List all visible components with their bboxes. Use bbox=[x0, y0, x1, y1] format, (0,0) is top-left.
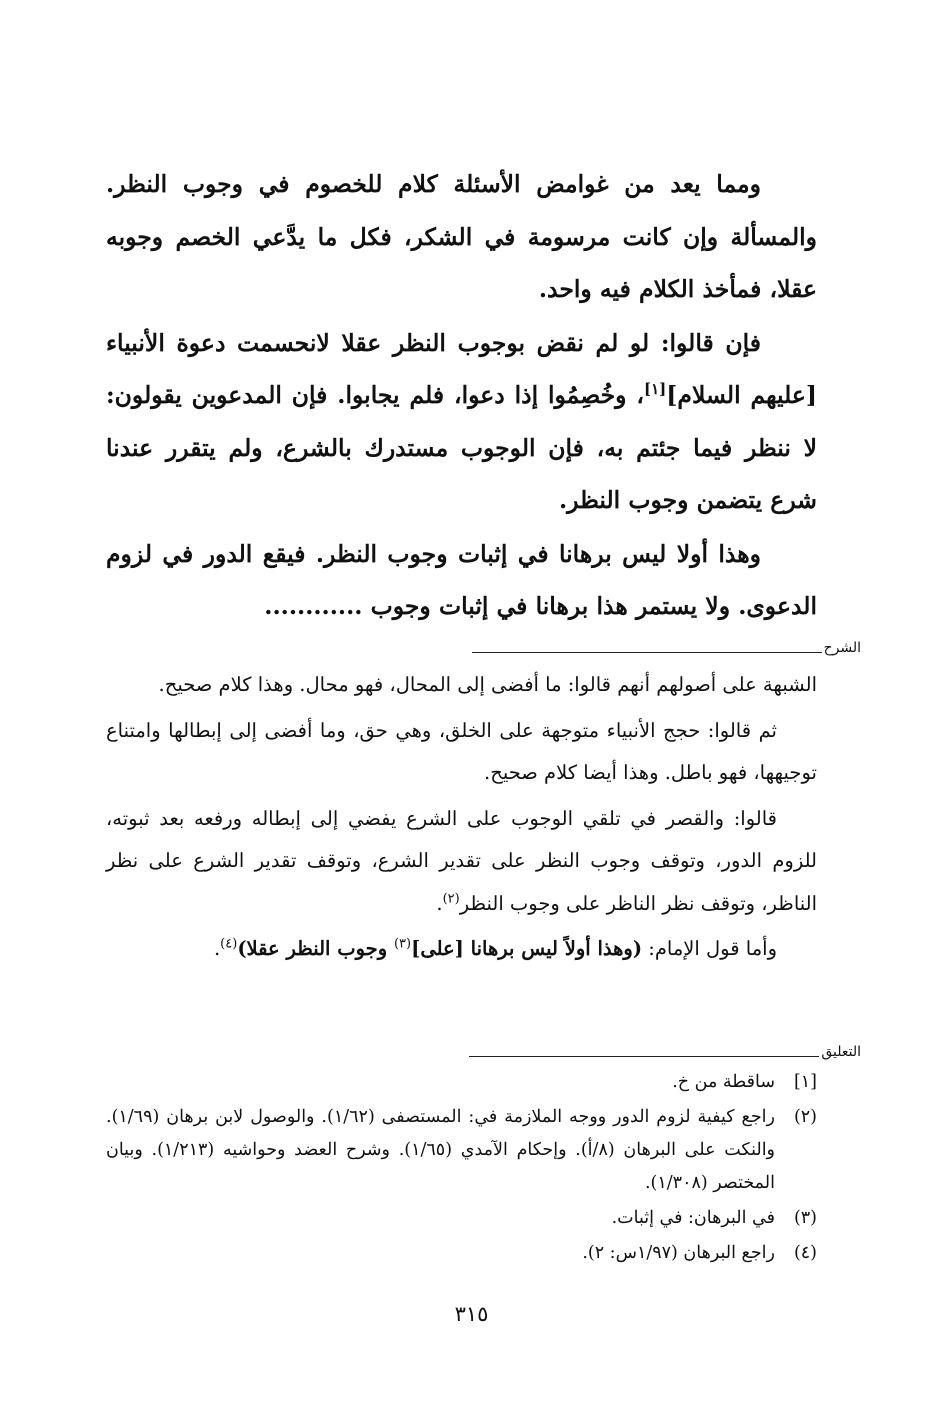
taliq-divider bbox=[106, 1044, 861, 1060]
footnote-text: راجع كيفية لزوم الدور ووجه الملازمة في: المستصفى (١/٦٢). والوصول لابن برهان (١/٦٩). والنكت على البرهان (٨/أ). وإحكام الآمدي (١/٦٥). وشرح العضد وحواشيه (١/٢١٣). وبيان المختصر (١/٣٠٨). bbox=[106, 1107, 776, 1193]
footnotes bbox=[106, 1066, 817, 1272]
footnote-item bbox=[106, 1066, 817, 1099]
sharh-rule bbox=[472, 652, 822, 653]
commentary-text bbox=[106, 664, 817, 971]
footnote-item bbox=[106, 1237, 817, 1270]
footnote-number: (٢) bbox=[793, 1107, 817, 1127]
footnote-text: في البرهان: في إثبات. bbox=[611, 1208, 775, 1228]
footnote-text: ساقطة من خ. bbox=[672, 1072, 775, 1092]
footnote-ref-2: (٢) bbox=[442, 891, 460, 906]
commentary-paragraph-1: الشبهة على أصولهم أنهم قالوا: ما أفضى إلى المحال، فهو محال. وهذا كلام صحيح. bbox=[158, 673, 817, 696]
footnote-number: (٤) bbox=[793, 1243, 817, 1263]
footnote-item bbox=[106, 1101, 817, 1200]
main-paragraph-2: فإن قالوا: لو لم نقض بوجوب النظر عقلا لانحسمت دعوة الأنبياء [عليهم السلام][١]، وخُصِمُوا إذا دعوا، فلم يجابوا. فإن المدعوين يقولون: لا ننظر فيما جئتم به، فإن الوجوب مستدرك بالشرع، ولم يتقرر عندنا شرع يتضمن وجوب النظر. bbox=[106, 328, 817, 514]
main-text bbox=[106, 158, 817, 633]
sharh-divider bbox=[106, 640, 861, 656]
taliq-label: التعليق bbox=[821, 1044, 861, 1060]
page-number: ٣١٥ bbox=[454, 1302, 489, 1326]
footnote-number: (٣) bbox=[793, 1208, 817, 1228]
footnote-ref-3: (٣) bbox=[393, 936, 412, 952]
footnote-ref-4: (٤) bbox=[220, 936, 238, 952]
footnote-ref-1: [١] bbox=[644, 380, 667, 399]
taliq-rule bbox=[469, 1056, 819, 1057]
footnote-item bbox=[106, 1202, 817, 1235]
footnote-number: [١] bbox=[793, 1072, 817, 1092]
main-paragraph-1: ومما يعد من غوامض الأسئلة كلام للخصوم في وجوب النظر. والمسألة وإن كانت مرسومة في الشكر، فكل ما يدَّعي الخصم وجوبه عقلا، فمأخذ الكلام فيه واحد. bbox=[106, 170, 817, 303]
commentary-paragraph-3: قالوا: والقصر في تلقي الوجوب على الشرع يفضي إلى إبطاله ورفعه بعد ثبوته، للزوم الدور، وتوقف وجوب النظر على تقدير الشرع، وتوقف تقدير الشرع على نظر الناظر، وتوقف نظر الناظر على وجوب النظر$^{(٢)}$. bbox=[106, 806, 817, 915]
commentary-paragraph-4: وأما قول الإمام: (وهذا أولاً ليس برهانا [على]$^{(٣)}$ وجوب النظر عقلا)$^{(٤)}$. bbox=[213, 936, 777, 960]
footnote-text: راجع البرهان (١/٩٧س: ٢). bbox=[582, 1243, 775, 1263]
main-paragraph-3: وهذا أولا ليس برهانا في إثبات وجوب النظر. فيقع الدور في لزوم الدعوى. ولا يستمر هذا برهانا في إثبات وجوب ............ bbox=[106, 539, 817, 620]
sharh-label: الشرح bbox=[823, 640, 861, 656]
commentary-paragraph-2: ثم قالوا: حجج الأنبياء متوجهة على الخلق، وهي حق، وما أفضى إلى إبطالها وامتناع توجيهها، فهو باطل. وهذا أيضا كلام صحيح. bbox=[106, 718, 817, 784]
